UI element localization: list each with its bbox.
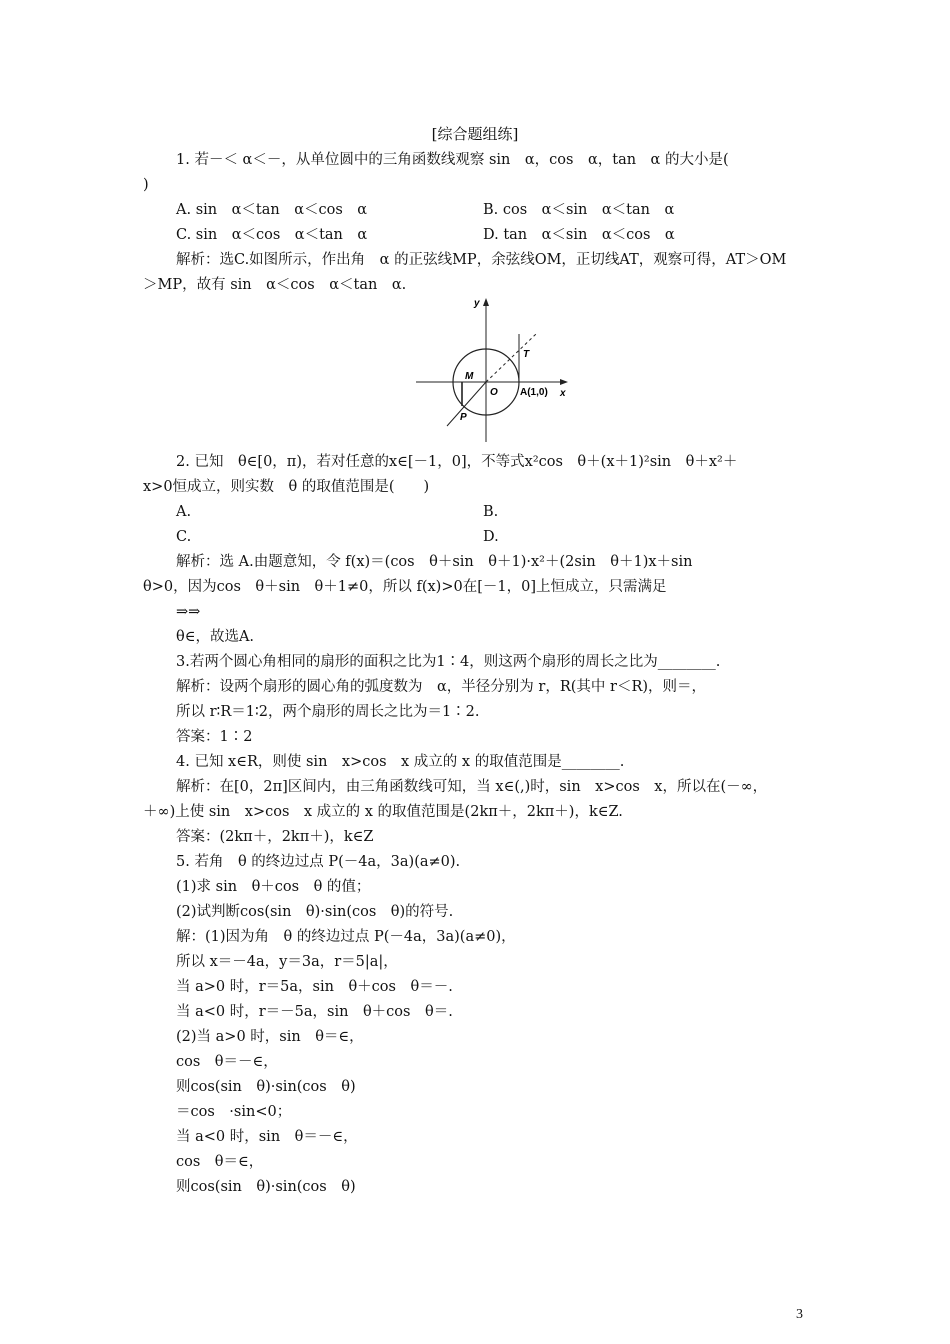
option-q1-c: C. sin α＜cos α＜tan α bbox=[176, 227, 368, 243]
text-line-q5-s10: cos θ＝∈， bbox=[176, 1154, 264, 1170]
label-a: A(1,0) bbox=[520, 387, 548, 398]
text-line-q5-s7: 则cos(sin θ)·sin(cos θ) bbox=[176, 1079, 356, 1095]
option-q1-d: D. tan α＜sin α＜cos α bbox=[483, 227, 675, 243]
text-line-q4-ans: 答案：(2kπ＋，2kπ＋)，k∈Z bbox=[176, 829, 374, 845]
text-line-q5-s3: 当 a>0 时，r＝5a，sin θ＋cos θ＝－. bbox=[176, 979, 453, 995]
text-line-q5-s8: ＝cos ·sin<0； bbox=[176, 1104, 292, 1120]
label-x: x bbox=[560, 388, 566, 399]
option-q2-a: A. bbox=[176, 504, 192, 520]
text-line-q2: 2. 已知 θ∈[0，π)，若对任意的x∈[－1，0]，不等式x²cos θ＋(x＋1)²sin θ＋x²＋ bbox=[176, 454, 738, 470]
option-q1-a: A. sin α＜tan α＜cos α bbox=[176, 202, 368, 218]
label-p: P bbox=[460, 412, 467, 423]
option-q2-b: B. bbox=[483, 504, 499, 520]
text-line-q2-sol4: θ∈，故选A. bbox=[176, 629, 255, 645]
label-y: y bbox=[474, 298, 480, 309]
text-line-q3-sol2: 所以 r∶R＝1∶2，两个扇形的周长之比为＝1∶2. bbox=[176, 704, 480, 720]
text-line-q5-s5: (2)当 a>0 时，sin θ＝∈， bbox=[176, 1029, 364, 1045]
text-line-q2-sol2: θ>0，因为cos θ＋sin θ＋1≠0，所以 f(x)>0在[－1，0]上恒成立，只需满足 bbox=[143, 579, 667, 595]
y-axis-arrow bbox=[483, 298, 489, 306]
text-line-q1: 1. 若－＜ α＜－，从单位圆中的三角函数线观察 sin α，cos α，tan α 的大小是( bbox=[176, 152, 729, 168]
label-o: O bbox=[490, 387, 498, 398]
text-line-q5-s1: 解：(1)因为角 θ 的终边过点 P(－4a，3a)(a≠0)， bbox=[176, 929, 516, 945]
text-line-q1b: ) bbox=[143, 177, 149, 193]
text-line-q4: 4. 已知 x∈R，则使 sin x>cos x 成立的 x 的取值范围是________. bbox=[176, 754, 625, 770]
text-line-q3: 3.若两个圆心角相同的扇形的面积之比为1∶4，则这两个扇形的周长之比为________. bbox=[176, 654, 721, 670]
option-q1-b: B. cos α＜sin α＜tan α bbox=[483, 202, 675, 218]
text-line-q2b: x>0恒成立，则实数 θ 的取值范围是( ) bbox=[143, 479, 430, 495]
section-title: [综合题组练] bbox=[431, 125, 519, 143]
label-m: M bbox=[465, 371, 474, 382]
text-line-q1-sol2: ＞MP，故有 sin α＜cos α＜tan α. bbox=[143, 277, 407, 293]
text-line-q3-ans: 答案：1∶2 bbox=[176, 729, 253, 745]
text-line-q5-s2: 所以 x＝－4a，y＝3a，r＝5|a|， bbox=[176, 954, 398, 970]
text-line-q4-sol2: ＋∞)上使 sin x>cos x 成立的 x 的取值范围是(2kπ＋，2kπ＋)，k∈Z. bbox=[143, 804, 623, 820]
unit-circle-figure bbox=[414, 294, 570, 444]
text-line-q3-sol: 解析：设两个扇形的圆心角的弧度数为 α，半径分别为 r，R(其中 r＜R)，则＝， bbox=[176, 679, 707, 695]
text-line-q1-sol: 解析：选C.如图所示，作出角 α 的正弦线MP，余弦线OM，正切线AT，观察可得，AT＞OM bbox=[176, 252, 787, 268]
text-line-q5-1: (1)求 sin θ＋cos θ 的值； bbox=[176, 879, 371, 895]
text-line-q5: 5. 若角 θ 的终边过点 P(－4a，3a)(a≠0). bbox=[176, 854, 461, 870]
x-axis-arrow bbox=[560, 379, 568, 385]
option-q2-c: C. bbox=[176, 529, 192, 545]
text-line-q2-sol: 解析：选 A.由题意知，令 f(x)＝(cos θ＋sin θ＋1)·x²＋(2sin θ＋1)x＋sin bbox=[176, 554, 693, 570]
text-line-q5-s4: 当 a<0 时，r＝－5a，sin θ＋cos θ＝. bbox=[176, 1004, 453, 1020]
label-t: T bbox=[523, 349, 530, 360]
text-line-q5-2: (2)试判断cos(sin θ)·sin(cos θ)的符号. bbox=[176, 904, 454, 920]
text-line-q5-s6: cos θ＝－∈， bbox=[176, 1054, 278, 1070]
text-line-q5-s11: 则cos(sin θ)·sin(cos θ) bbox=[176, 1179, 356, 1195]
option-q2-d: D. bbox=[483, 529, 499, 545]
page-number: 3 bbox=[796, 1307, 803, 1322]
text-line-q4-sol: 解析：在[0，2π]区间内，由三角函数线可知，当 x∈(,)时，sin x>cos x，所以在(－∞， bbox=[176, 779, 768, 795]
text-line-q2-sol3: ⇒⇒ bbox=[176, 604, 201, 620]
text-line-q5-s9: 当 a<0 时，sin θ＝－∈， bbox=[176, 1129, 358, 1145]
